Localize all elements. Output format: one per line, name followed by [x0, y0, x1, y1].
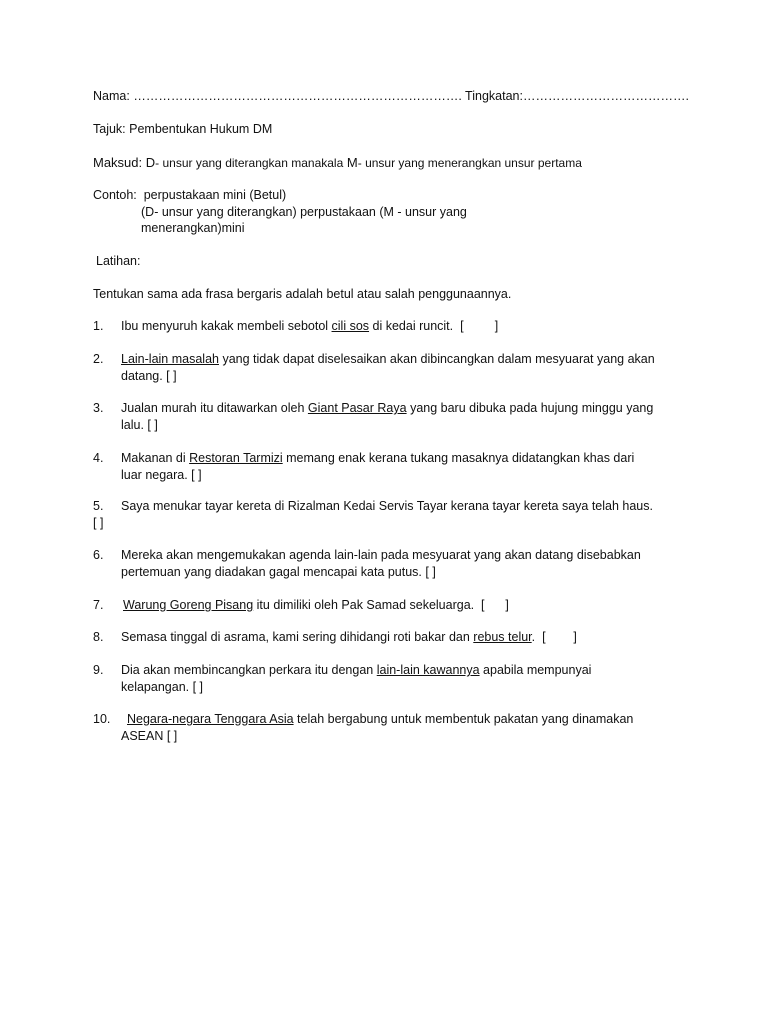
contoh-label: Contoh: — [93, 188, 137, 202]
question-5 — [93, 498, 733, 532]
question-text — [93, 662, 683, 679]
underlined-phrase: Warung Goreng Pisang — [123, 598, 254, 612]
answer-bracket[interactable]: lalu. [ ] — [121, 418, 158, 432]
question-number: 4. — [93, 451, 104, 465]
question-8 — [93, 629, 683, 646]
question-6 — [93, 547, 683, 581]
underlined-phrase: Restoran Tarmizi — [189, 451, 283, 465]
answer-bracket[interactable]: [ ] — [93, 516, 104, 530]
question-number: 1. — [93, 319, 104, 333]
underlined-phrase: Negara-negara Tenggara Asia — [127, 712, 294, 726]
underlined-phrase: cili sos — [331, 319, 370, 333]
maksud-text2: - unsur yang menerangkan unsur pertama — [357, 156, 582, 170]
answer-bracket[interactable]: kelapangan. [ ] — [121, 680, 204, 694]
question-number: 8. — [93, 630, 104, 644]
question-1 — [93, 318, 683, 335]
tingkatan-dots: …………………………………. — [522, 89, 689, 103]
question-text — [93, 597, 683, 614]
question-text-before: Makanan di — [121, 451, 190, 465]
question-text — [93, 351, 683, 368]
question-number: 7. — [93, 598, 104, 612]
question-text-before: Mereka akan mengemukakan agenda lain-lain pada mesyuarat yang akan datang disebabkan — [121, 548, 641, 562]
question-text — [93, 400, 683, 417]
question-10 — [93, 711, 683, 745]
question-text — [93, 450, 683, 467]
question-text — [93, 318, 683, 335]
question-9 — [93, 662, 683, 696]
question-number: 3. — [93, 401, 104, 415]
answer-bracket[interactable]: itu dimiliki oleh Pak Samad sekeluarga. [ ] — [253, 598, 509, 612]
question-text-before: Dia akan membincangkan perkara itu dengan — [121, 663, 377, 677]
maksud-d: D — [145, 155, 156, 170]
question-7 — [93, 597, 683, 614]
question-text-before: Saya menukar tayar kereta di Rizalman Kedai Servis Tayar kerana tayar kereta saya telah haus. — [121, 499, 653, 513]
question-text-after: apabila mempunyai — [479, 663, 592, 677]
example-line-1 — [93, 187, 286, 204]
question-text-after: yang tidak dapat diselesaikan akan dibincangkan dalam mesyuarat yang akan — [218, 352, 655, 366]
question-text-after: yang baru dibuka pada hujung minggu yang — [406, 401, 654, 415]
question-text-after: telah bergabung untuk membentuk pakatan yang dinamakan — [293, 712, 634, 726]
nama-label: Nama: — [93, 89, 130, 103]
underlined-phrase: lain-lain kawannya — [376, 663, 480, 677]
tajuk-label: Tajuk: — [93, 122, 126, 136]
question-text-after: memang enak kerana tukang masaknya didatangkan khas dari — [282, 451, 635, 465]
question-4 — [93, 450, 683, 484]
tajuk-value: Pembentukan Hukum DM — [129, 122, 273, 136]
underlined-phrase: rebus telur — [473, 630, 532, 644]
name-class-line — [93, 88, 689, 105]
question-text-before: Semasa tinggal di asrama, kami sering dihidangi roti bakar dan — [121, 630, 474, 644]
question-number: 9. — [93, 663, 104, 677]
tingkatan-label: Tingkatan: — [465, 89, 523, 103]
answer-bracket[interactable]: . [ ] — [531, 630, 577, 644]
maksud-text1: - unsur yang diterangkan manakala — [155, 156, 344, 170]
contoh-line1: perpustakaan mini (Betul) — [143, 188, 287, 202]
question-number: 10. — [93, 712, 111, 726]
instruction-line: Tentukan sama ada frasa bergaris adalah betul atau salah penggunaannya. — [93, 287, 512, 301]
question-text — [93, 498, 733, 515]
question-3 — [93, 400, 683, 434]
answer-bracket[interactable]: datang. [ ] — [121, 369, 177, 383]
answer-bracket[interactable]: ASEAN [ ] — [121, 729, 178, 743]
question-number: 5. — [93, 499, 104, 513]
nama-dots: ……………………………………………………………………. — [133, 89, 462, 103]
maksud-m: M — [346, 155, 358, 170]
question-2 — [93, 351, 683, 385]
maksud-label: Maksud: — [93, 155, 143, 170]
question-number: 2. — [93, 352, 104, 366]
underlined-phrase: Giant Pasar Raya — [307, 401, 407, 415]
underlined-phrase: Lain-lain masalah — [121, 352, 219, 366]
example-line-3: menerangkan)mini — [141, 221, 245, 235]
meaning-line — [93, 154, 582, 172]
example-line-2: (D- unsur yang diterangkan) perpustakaan (M - unsur yang — [141, 205, 467, 219]
question-text — [93, 547, 683, 564]
question-text-before: Ibu menyuruh kakak membeli sebotol — [121, 319, 332, 333]
answer-bracket[interactable]: di kedai runcit. [ ] — [369, 319, 499, 333]
answer-bracket[interactable]: luar negara. [ ] — [121, 468, 202, 482]
question-number: 6. — [93, 548, 104, 562]
exercise-heading: Latihan: — [96, 254, 141, 268]
question-text — [93, 711, 683, 728]
answer-bracket[interactable]: pertemuan yang diadakan gagal mencapai kata putus. [ ] — [121, 565, 436, 579]
question-text — [93, 629, 683, 646]
question-text-before: Jualan murah itu ditawarkan oleh — [121, 401, 308, 415]
title-line — [93, 121, 272, 138]
